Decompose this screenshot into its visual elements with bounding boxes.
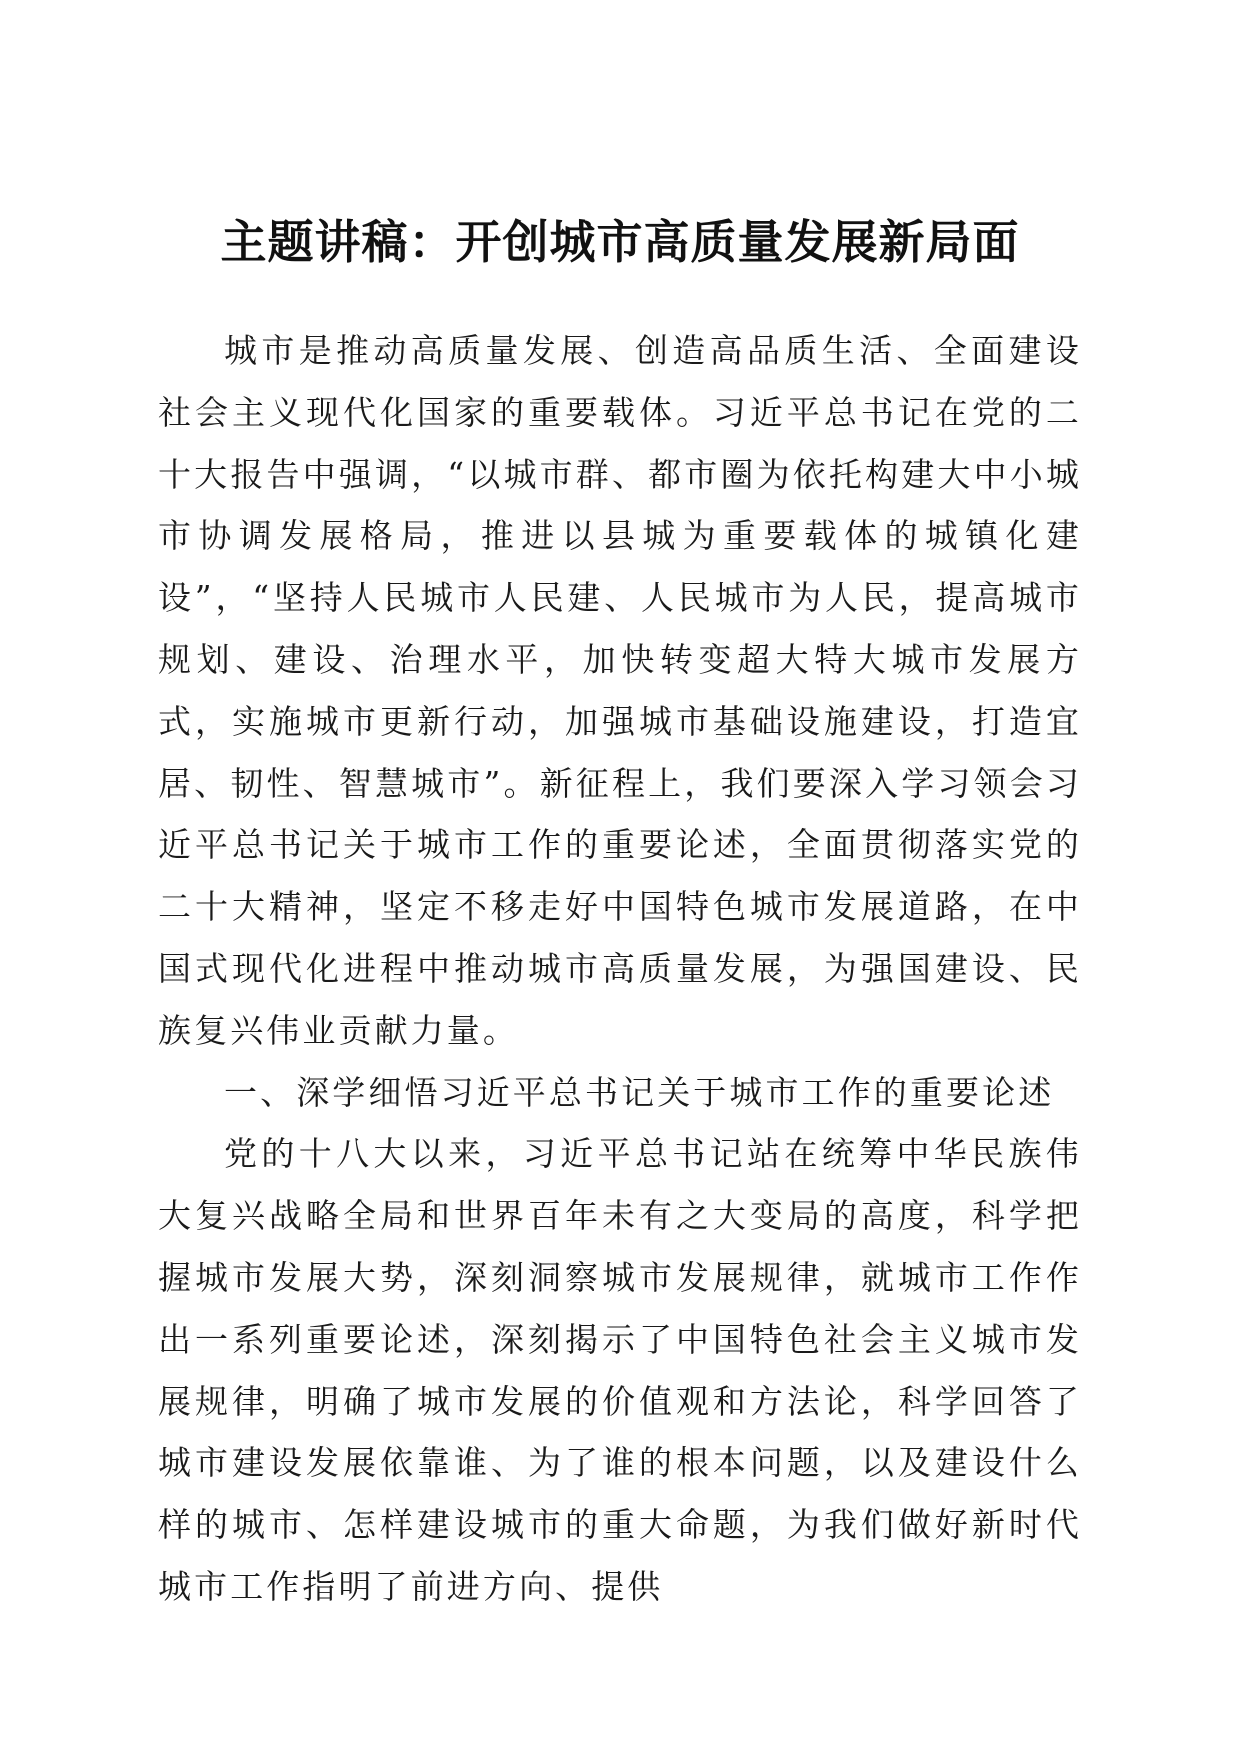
section-heading-1: 一、深学细悟习近平总书记关于城市工作的重要论述 <box>224 1072 1055 1112</box>
intro-paragraph: 城市是推动高质量发展、创造高品质生活、全面建设社会主义现代化国家的重要载体。习近平总书记在党的二十大报告中强调，“以城市群、都市圈为依托构建大中小城市协调发展格局，推进以县城为重要载体的城镇化建设”，“坚持人民城市人民建、人民城市为人民，提高城市规划、建设、治理水平，加快转变超大特大城市发展方式，实施城市更新行动，加强城市基础设施建设，打造宜居、韧性、智慧城市”。新征程上，我们要深入学习领会习近平总书记关于城市工作的重要论述，全面贯彻落实党的二十大精神，坚定不移走好中国特色城市发展道路，在中国式现代化进程中推动城市高质量发展，为强国建设、民族复兴伟业贡献力量。 <box>158 331 1082 1050</box>
document-body <box>158 320 1082 1618</box>
document-title: 主题讲稿：开创城市高质量发展新局面 <box>220 215 1020 269</box>
section-1-paragraph: 党的十八大以来，习近平总书记站在统筹中华民族伟大复兴战略全局和世界百年未有之大变局的高度，科学把握城市发展大势，深刻洞察城市发展规律，就城市工作作出一系列重要论述，深刻揭示了中国特色社会主义城市发展规律，明确了城市发展的价值观和方法论，科学回答了城市建设发展依靠谁、为了谁的根本问题，以及建设什么样的城市、怎样建设城市的重大命题，为我们做好新时代城市工作指明了前进方向、提供 <box>158 1134 1082 1606</box>
